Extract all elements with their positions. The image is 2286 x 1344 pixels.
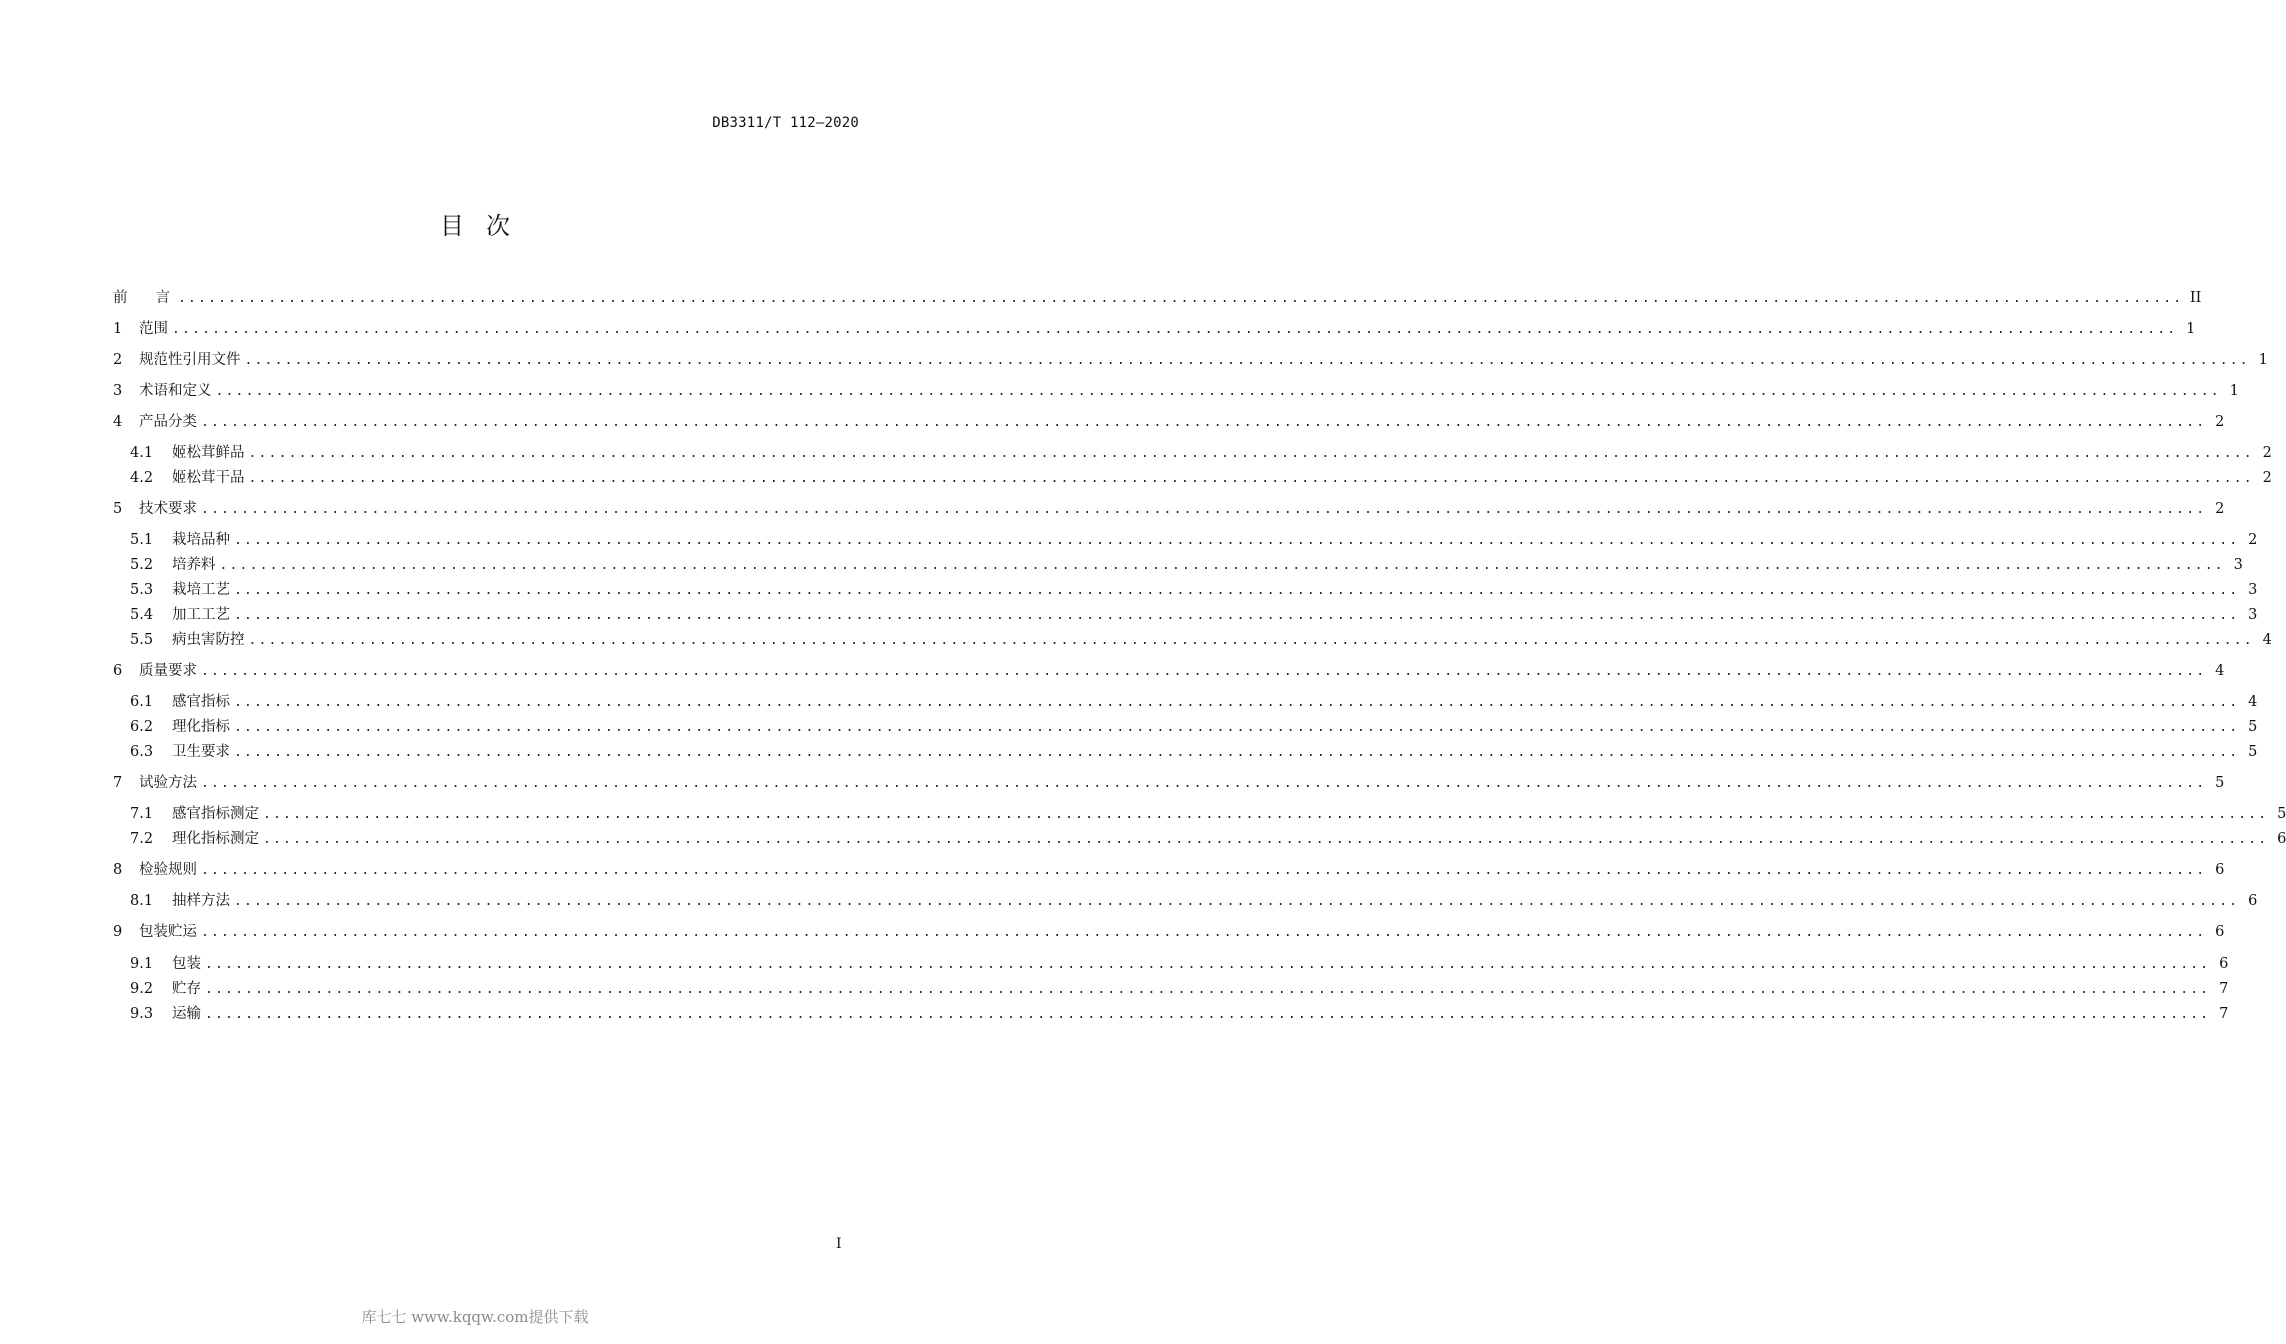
- toc-entry-number: 5.1: [130, 532, 154, 548]
- toc-entry-number: 6.3: [130, 744, 154, 760]
- toc-entry-number: 5.5: [130, 632, 154, 648]
- toc-entry-label: 理化指标测定: [172, 831, 259, 847]
- toc-entry[interactable]: [130, 954, 2229, 974]
- toc-entry-label: 前言: [113, 290, 198, 306]
- toc-leader-dots: ........................................................................................................................................................................................................: [263, 807, 2269, 822]
- toc-entry-page: II: [2189, 290, 2202, 306]
- toc-leader-dots: ........................................................................................................................................................................................................: [201, 925, 2207, 940]
- toc-entry-label: 理化指标: [172, 719, 230, 735]
- toc-entry-page: 6: [2215, 862, 2225, 878]
- toc-entry-label: 贮存: [172, 981, 201, 997]
- toc-entry[interactable]: [130, 630, 2272, 650]
- toc-entry-number: 2: [113, 352, 123, 368]
- toc-entry-label: 检验规则: [139, 862, 197, 878]
- toc-entry-label: 加工工艺: [172, 607, 230, 623]
- toc-leader-dots: ........................................................................................................................................................................................................: [234, 533, 2240, 548]
- toc-entry-page: 4: [2262, 632, 2272, 648]
- toc-leader-dots: ........................................................................................................................................................................................................: [244, 353, 2250, 368]
- toc-entry-page: 5: [2215, 775, 2225, 791]
- toc-entry-page: 5: [2248, 744, 2258, 760]
- toc-entry-page: 2: [2215, 501, 2225, 517]
- toc-leader-dots: ........................................................................................................................................................................................................: [205, 957, 2211, 972]
- toc-entry-number: 9.2: [130, 981, 154, 997]
- toc-entry-number: 9: [113, 924, 123, 940]
- toc-entry-number: 9.3: [130, 1006, 154, 1022]
- toc-entry[interactable]: [130, 443, 2272, 463]
- toc-entry-label: 产品分类: [139, 414, 197, 430]
- toc-entry-page: 4: [2248, 694, 2258, 710]
- toc-leader-dots: ........................................................................................................................................................................................................: [248, 633, 2254, 648]
- toc-entry-number: 6.1: [130, 694, 154, 710]
- toc-entry-page: 1: [2186, 321, 2196, 337]
- toc-entry[interactable]: [130, 580, 2258, 600]
- toc-entry[interactable]: [130, 979, 2229, 999]
- toc-entry[interactable]: [130, 891, 2258, 911]
- toc-entry[interactable]: [130, 829, 2286, 849]
- toc-entry-number: 5.4: [130, 607, 154, 623]
- toc-entry[interactable]: [130, 717, 2258, 737]
- toc-leader-dots: ........................................................................................................................................................................................................: [178, 291, 2184, 306]
- toc-entry-number: 1: [113, 321, 123, 337]
- toc-entry-label: 培养料: [172, 557, 216, 573]
- toc-entry-page: 2: [2215, 414, 2225, 430]
- toc-leader-dots: ........................................................................................................................................................................................................: [234, 720, 2240, 735]
- toc-leader-dots: ........................................................................................................................................................................................................: [201, 664, 2207, 679]
- toc-leader-dots: ........................................................................................................................................................................................................: [234, 695, 2240, 710]
- toc-entry-page: 4: [2215, 663, 2225, 679]
- watermark-text: 库七七 www.kqqw.com提供下载: [361, 1308, 589, 1326]
- toc-entry-label: 姬松茸干品: [172, 470, 245, 486]
- toc-entry[interactable]: [130, 692, 2258, 712]
- toc-entry[interactable]: [130, 804, 2286, 824]
- toc-entry-label: 质量要求: [139, 663, 197, 679]
- toc-entry-page: 6: [2248, 893, 2258, 909]
- document-code: DB3311/T 112—2020: [712, 115, 859, 131]
- toc-entry[interactable]: [130, 468, 2272, 488]
- toc-entry-number: 7.1: [130, 806, 154, 822]
- toc-leader-dots: ........................................................................................................................................................................................................: [201, 863, 2207, 878]
- toc-leader-dots: ........................................................................................................................................................................................................: [215, 384, 2221, 399]
- toc-entry-label: 包装贮运: [139, 924, 197, 940]
- toc-entry-label: 病虫害防控: [172, 632, 245, 648]
- toc-leader-dots: ........................................................................................................................................................................................................: [234, 894, 2240, 909]
- toc-entry[interactable]: [113, 350, 2268, 370]
- toc-entry[interactable]: [113, 412, 2225, 432]
- toc-leader-dots: ........................................................................................................................................................................................................: [234, 745, 2240, 760]
- toc-entry-page: 6: [2277, 831, 2286, 847]
- toc-leader-dots: ........................................................................................................................................................................................................: [248, 471, 2254, 486]
- toc-entry-number: 6.2: [130, 719, 154, 735]
- toc-entry-page: 2: [2262, 470, 2272, 486]
- toc-entry-number: 3: [113, 383, 123, 399]
- toc-entry-label: 卫生要求: [172, 744, 230, 760]
- toc-entry[interactable]: [113, 922, 2225, 942]
- toc-leader-dots: ........................................................................................................................................................................................................: [248, 446, 2254, 461]
- toc-entry[interactable]: [113, 319, 2196, 339]
- toc-leader-dots: ........................................................................................................................................................................................................: [205, 982, 2211, 997]
- toc-leader-dots: ........................................................................................................................................................................................................: [201, 502, 2207, 517]
- toc-entry[interactable]: [130, 605, 2258, 625]
- page-title: 目次: [440, 212, 532, 240]
- toc-entry-number: 5.2: [130, 557, 154, 573]
- toc-entry-label: 运输: [172, 1006, 201, 1022]
- toc-entry-label: 感官指标: [172, 694, 230, 710]
- toc-entry-label: 抽样方法: [172, 893, 230, 909]
- toc-entry-label: 技术要求: [139, 501, 197, 517]
- toc-entry-number: 7: [113, 775, 123, 791]
- toc-entry-number: 5.3: [130, 582, 154, 598]
- toc-entry-label: 包装: [172, 956, 201, 972]
- toc-entry[interactable]: [113, 381, 2239, 401]
- toc-entry[interactable]: [130, 742, 2258, 762]
- toc-entry-number: 8.1: [130, 893, 154, 909]
- toc-leader-dots: ........................................................................................................................................................................................................: [201, 415, 2207, 430]
- toc-entry-number: 5: [113, 501, 123, 517]
- toc-entry-label: 感官指标测定: [172, 806, 259, 822]
- toc-entry-number: 8: [113, 862, 123, 878]
- toc-entry-page: 6: [2215, 924, 2225, 940]
- toc-entry-page: 5: [2248, 719, 2258, 735]
- toc-entry-page: 3: [2248, 582, 2258, 598]
- page-number: I: [836, 1236, 842, 1252]
- toc-entry-page: 1: [2229, 383, 2239, 399]
- toc-entry-page: 2: [2248, 532, 2258, 548]
- toc-entry[interactable]: [113, 499, 2225, 519]
- toc-entry[interactable]: [113, 773, 2225, 793]
- toc-entry[interactable]: [113, 661, 2225, 681]
- toc-entry-page: 1: [2258, 352, 2268, 368]
- toc-entry-number: 4: [113, 414, 123, 430]
- toc-entry-number: 6: [113, 663, 123, 679]
- toc-entry[interactable]: [113, 860, 2225, 880]
- toc-entry-label: 姬松茸鲜品: [172, 445, 245, 461]
- toc-leader-dots: ........................................................................................................................................................................................................: [201, 776, 2207, 791]
- toc-entry-label: 试验方法: [139, 775, 197, 791]
- toc-entry[interactable]: [130, 555, 2243, 575]
- toc-leader-dots: ........................................................................................................................................................................................................: [172, 322, 2178, 337]
- toc-entry-label: 范围: [139, 321, 168, 337]
- toc-entry-label: 栽培工艺: [172, 582, 230, 598]
- toc-entry-page: 7: [2219, 1006, 2229, 1022]
- toc-entry-page: 7: [2219, 981, 2229, 997]
- toc-entry-label: 规范性引用文件: [139, 352, 241, 368]
- toc-entry-label: 栽培品种: [172, 532, 230, 548]
- toc-entry[interactable]: [113, 288, 2202, 308]
- toc-entry-number: 4.2: [130, 470, 154, 486]
- toc-leader-dots: ........................................................................................................................................................................................................: [205, 1007, 2211, 1022]
- toc-entry-page: 2: [2262, 445, 2272, 461]
- toc-entry-page: 6: [2219, 956, 2229, 972]
- toc-entry-page: 5: [2277, 806, 2286, 822]
- toc-leader-dots: ........................................................................................................................................................................................................: [234, 608, 2240, 623]
- toc-entry-page: 3: [2233, 557, 2243, 573]
- toc-entry-page: 3: [2248, 607, 2258, 623]
- toc-entry[interactable]: [130, 530, 2258, 550]
- toc-entry-label: 术语和定义: [139, 383, 212, 399]
- toc-leader-dots: ........................................................................................................................................................................................................: [234, 583, 2240, 598]
- toc-leader-dots: ........................................................................................................................................................................................................: [263, 832, 2269, 847]
- toc-entry-number: 4.1: [130, 445, 154, 461]
- toc-entry-number: 9.1: [130, 956, 154, 972]
- toc-entry[interactable]: [130, 1004, 2229, 1024]
- toc-entry-number: 7.2: [130, 831, 154, 847]
- toc-leader-dots: ........................................................................................................................................................................................................: [219, 558, 2225, 573]
